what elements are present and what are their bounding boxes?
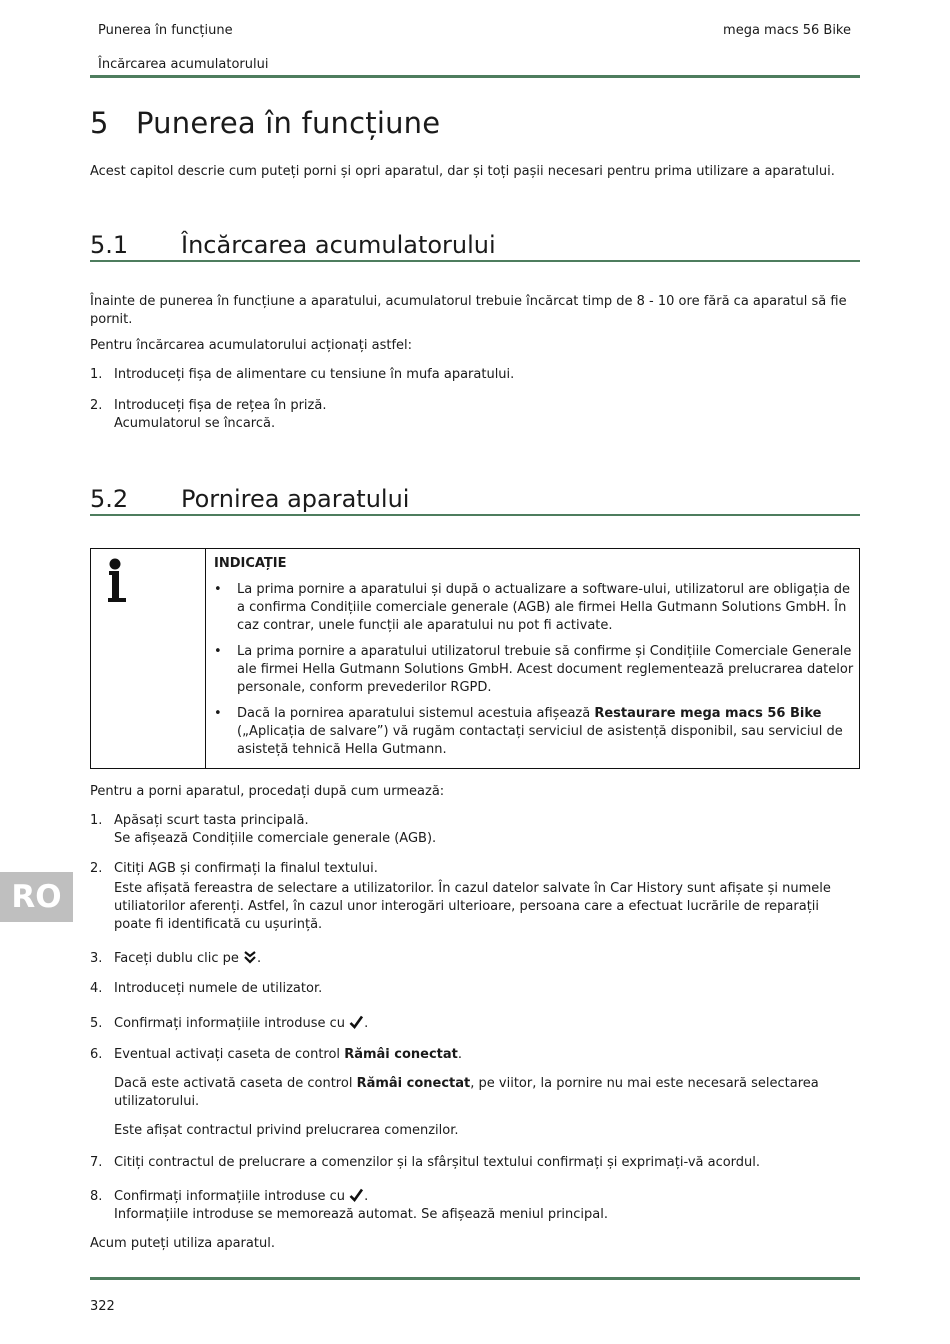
double-chevron-down-icon (243, 950, 257, 964)
note-content (214, 555, 854, 759)
info-icon (100, 557, 140, 607)
header-chapter: Punerea în funcțiune (98, 23, 233, 38)
page-number: 322 (90, 1299, 115, 1314)
list-item: 2. Introduceți fișa de rețea în priză. Acumulatorul se încarcă. (90, 398, 327, 431)
header-product: mega macs 56 Bike (723, 23, 851, 38)
header-section: Încărcarea acumulatorului (98, 57, 269, 72)
list-item: 8. Confirmați informațiile introduse cu . Informațiile introduse se memorează automat. Se afișează meniul principal. (90, 1189, 609, 1222)
footer-divider (90, 1277, 860, 1280)
paragraph: Înainte de punerea în funcțiune a aparatului, acumulatorul trebuie încărcat timp de 8 - 10 ore fără ca aparatul să fie pornit. (90, 294, 847, 327)
section-title-5-2: 5.2 Pornirea aparatului (90, 485, 410, 513)
language-tab: RO (0, 872, 73, 922)
list-item: • La prima pornire a aparatului utilizatorul trebuie să confirme și Condițiile Comerciale Generale ale firmei Hella Gutmann Solutions GmbH. Acest document reglementează prelucrarea datelor personale, conform prevederilor RGPD. (214, 644, 854, 695)
list-item: 3. Faceți dublu clic pe . (90, 951, 262, 966)
section-divider (90, 260, 860, 262)
list-item: 1. Apăsați scurt tasta principală. Se afișează Condițiile comerciale generale (AGB). (90, 813, 437, 846)
chapter-title: 5 Punerea în funcțiune (90, 106, 441, 140)
chapter-intro: Acest capitol descrie cum puteți porni și opri aparatul, dar și toți pașii necesari pentru prima utilizare a aparatului. (90, 164, 835, 179)
paragraph: Pentru a porni aparatul, procedați după cum urmează: (90, 784, 445, 799)
list-item: • La prima pornire a aparatului și după o actualizare a software-ului, utilizatorul are obligația de a confirma Condițiile comerciale generale (AGB) ale firmei Hella Gutmann Solutions GmbH. În caz contrar, unele funcții ale aparatului nu pot fi activate. (214, 582, 851, 633)
note-box (90, 548, 860, 769)
checkmark-icon (349, 1188, 364, 1202)
note-title: INDICAȚIE (214, 556, 287, 571)
list-item: 7. Citiți contractul de prelucrare a comenzilor și la sfârșitul textului confirmați și exprimați-vă acordul. (90, 1155, 761, 1170)
paragraph: Acum puteți utiliza aparatul. (90, 1236, 275, 1251)
note-list (214, 581, 854, 759)
checkmark-icon (349, 1015, 364, 1029)
list-item: 1. Introduceți fișa de alimentare cu tensiune în mufa aparatului. (90, 367, 515, 382)
list-item: 4. Introduceți numele de utilizator. (90, 981, 323, 996)
section-divider (90, 514, 860, 516)
list-item: • Dacă la pornirea aparatului sistemul acestuia afișează Restaurare mega macs 56 Bike („Aplicația de salvare”) vă rugăm contactați serviciul de asistență disponibil, sau serviciul de asisteță tehnică Hella Gutmann. (214, 706, 843, 757)
list-item: 5. Confirmați informațiile introduse cu . (90, 1016, 369, 1031)
header-divider (90, 75, 860, 78)
section-title-5-1: 5.1 Încărcarea acumulatorului (90, 231, 496, 259)
list-item: 2. Citiți AGB și confirmați la finalul textului. Este afișată fereastra de selectare a utilizatorilor. În cazul datelor salvate în Car History sunt afișate și numele utiliatorilor aferenți. Astfel, în cazul unor interogări ulterioare, persoana care a efectuat lucrările de reparații poate fi identificată cu ușurință. (90, 861, 831, 932)
list-item: 6. Eventual activați caseta de control Rămâi conectat. Dacă este activată caseta de control Rămâi conectat, pe viitor, la pornire nu mai este necesară selectarea utilizatorului. Este afișat contractul privind prelucrarea comenzilor. (90, 1047, 819, 1138)
note-icon-cell (91, 549, 206, 768)
paragraph: Pentru încărcarea acumulatorului acționați astfel: (90, 338, 413, 353)
